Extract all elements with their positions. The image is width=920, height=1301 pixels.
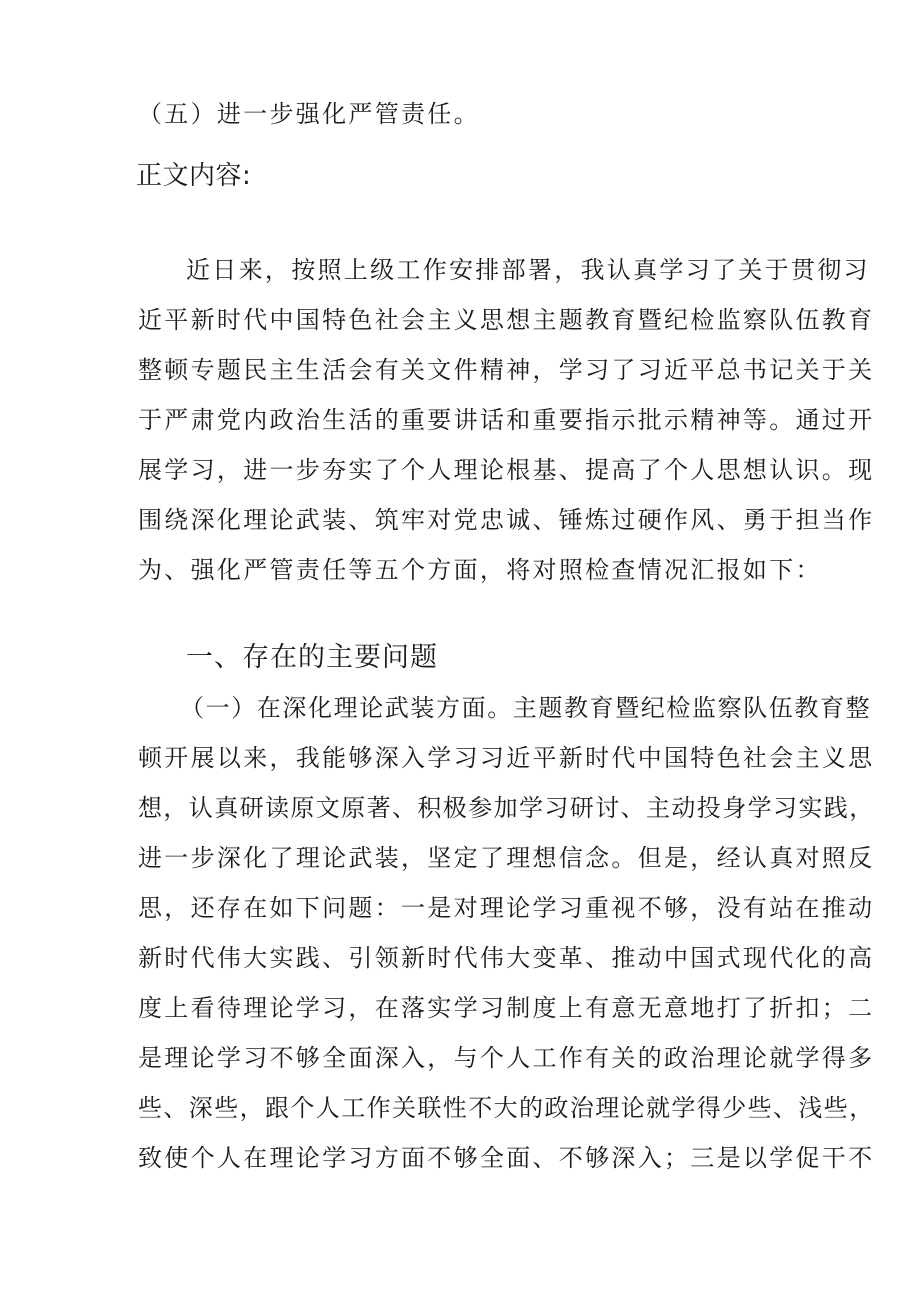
para-line: 是理论学习不够全面深入，与个人工作有关的政治理论就学得多: [138, 1044, 875, 1072]
intro-line: 为、强化严管责任等五个方面，将对照检查情况汇报如下：: [138, 556, 822, 584]
intro-line: 围绕深化理论武装、筑牢对党忠诚、锤炼过硬作风、勇于担当作: [138, 506, 875, 534]
top-list-item: （五）进一步强化严管责任。: [138, 100, 480, 128]
para-line: 新时代伟大实践、引领新时代伟大变革、推动中国式现代化的高: [138, 944, 875, 972]
para-line: 致使个人在理论学习方面不够全面、不够深入；三是以学促干不: [138, 1144, 875, 1172]
para-line: 进一步深化了理论武装，坚定了理想信念。但是，经认真对照反: [138, 844, 875, 872]
intro-line: 于严肃党内政治生活的重要讲话和重要指示批示精神等。通过开: [138, 406, 875, 434]
intro-line: 近平新时代中国特色社会主义思想主题教育暨纪检监察队伍教育: [138, 306, 875, 334]
para-line: （一）在深化理论武装方面。主题教育暨纪检监察队伍教育整: [180, 694, 872, 722]
intro-line: 整顿专题民主生活会有关文件精神，学习了习近平总书记关于关: [138, 356, 875, 384]
para-line: 思，还存在如下问题：一是对理论学习重视不够，没有站在推动: [138, 894, 875, 922]
para-line: 些、深些，跟个人工作关联性不大的政治理论就学得少些、浅些，: [138, 1094, 875, 1122]
para-line: 想，认真研读原文原著、积极参加学习研讨、主动投身学习实践，: [138, 794, 875, 822]
para-line: 顿开展以来，我能够深入学习习近平新时代中国特色社会主义思: [138, 744, 875, 772]
para-line: 度上看待理论学习，在落实学习制度上有意无意地打了折扣；二: [138, 994, 875, 1022]
intro-line: 展学习，进一步夯实了个人理论根基、提高了个人思想认识。现: [138, 456, 875, 484]
section-label: 正文内容:: [136, 161, 252, 191]
intro-line: 近日来，按照上级工作安排部署，我认真学习了关于贯彻习: [186, 256, 870, 284]
heading-main-problems: 一、存在的主要问题: [186, 642, 438, 673]
